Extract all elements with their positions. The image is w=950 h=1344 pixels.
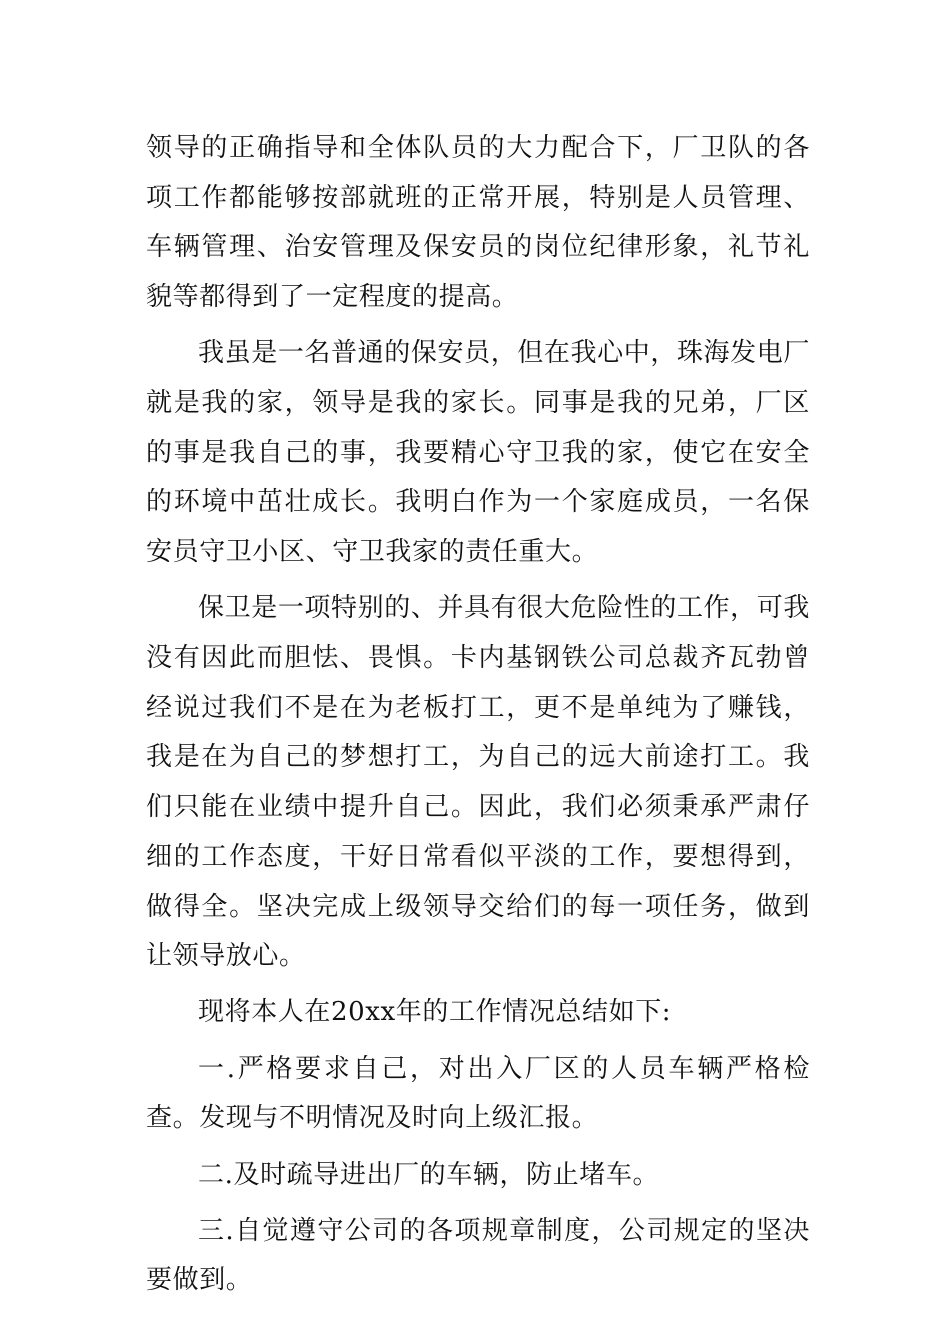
paragraph-2: 我虽是一名普通的保安员，但在我心中，珠海发电厂就是我的家，领导是我的家长。同事是我的兄弟，厂区的事是我自己的事，我要精心守卫我的家，使它在安全的环境中茁壮成长。我明白作为一个家庭成员，一名保安员守卫小区、守卫我家的责任重大。 bbox=[146, 338, 810, 568]
paragraph-6: 二.及时疏导进出厂的车辆，防止堵车。 bbox=[198, 1159, 660, 1190]
paragraph-5: 一.严格要求自己，对出入厂区的人员车辆严格检查。发现与不明情况及时向上级汇报。 bbox=[146, 1053, 810, 1134]
paragraph-3: 保卫是一项特别的、并具有很大危险性的工作，可我没有因此而胆怯、畏惧。卡内基钢铁公司总裁齐瓦勃曾经说过我们不是在为老板打工，更不是单纯为了赚钱，我是在为自己的梦想打工，为自己的远大前途打工。我们只能在业绩中提升自己。因此，我们必须秉承严肃仔细的工作态度，干好日常看似平淡的工作，要想得到，做得全。坚决完成上级领导交给们的每一项任务，做到让领导放心。 bbox=[146, 593, 810, 972]
paragraph-1: 领导的正确指导和全体队员的大力配合下，厂卫队的各项工作都能够按部就班的正常开展，特别是人员管理、车辆管理、治安管理及保安员的岗位纪律形象，礼节礼貌等都得到了一定程度的提高。 bbox=[146, 133, 810, 313]
document-body bbox=[146, 124, 810, 1313]
paragraph-4: 现将本人在20xx年的工作情况总结如下: bbox=[198, 997, 672, 1028]
paragraph-7: 三.自觉遵守公司的各项规章制度，公司规定的坚决要做到。 bbox=[146, 1215, 810, 1296]
